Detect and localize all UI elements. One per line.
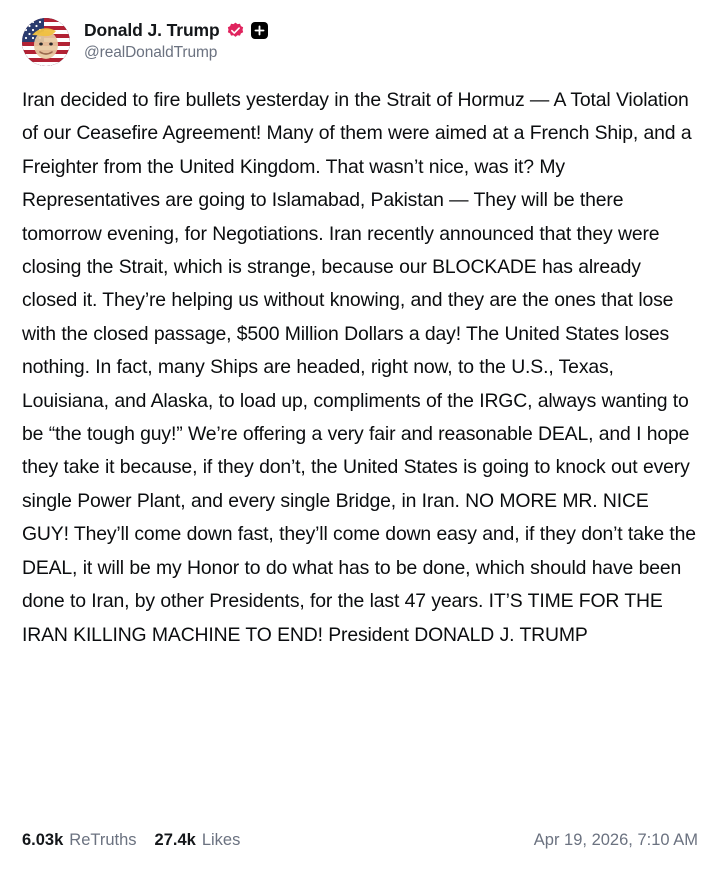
retruths-stat[interactable] <box>22 831 137 850</box>
post-footer <box>22 813 698 872</box>
author-name-line <box>84 20 268 41</box>
author-handle[interactable]: @realDonaldTrump <box>84 44 218 61</box>
post-stats <box>22 831 240 850</box>
post-timestamp: Apr 19, 2026, 7:10 AM <box>533 831 698 849</box>
likes-stat[interactable] <box>155 831 241 850</box>
post-header <box>22 18 698 72</box>
author-names <box>84 18 268 62</box>
retruths-label: ReTruths <box>69 831 137 849</box>
verified-check-icon <box>227 22 244 39</box>
likes-label: Likes <box>201 831 241 849</box>
plus-badge-icon <box>251 22 268 39</box>
avatar[interactable] <box>22 18 70 66</box>
retruths-count: 6.03k <box>22 831 64 849</box>
post-body-text: Iran decided to fire bullets yesterday in the Strait of Hormuz — A Total Violation of our Ceasefire Agreement! Many of them were aimed at a French Ship, and a Freighter from the United Kingdom. That wasn’t nice, was it? My Representatives are going to Islamabad, Pakistan — They will be there tomorrow evening, for Negotiations. Iran recently announced that they were closing the Strait, which is strange, because our BLOCKADE has already closed it. They’re helping us without knowing, and they are the ones that lose with the closed passage, $500 Million Dollars a day! The United States loses nothing. In fact, many Ships are headed, right now, to the U.S., Texas, Louisiana, and Alaska, to load up, compliments of the IRGC, always wanting to be “the tough guy!” We’re offering a very fair and reasonable DEAL, and I hope they take it because, if they don’t, the United States is going to knock out every single Power Plant, and every single Bridge, in Iran. NO MORE MR. NICE GUY! They’ll come down fast, they’ll come down easy and, if they don’t take the DEAL, it will be my Honor to do what has to be done, which should have been done to Iran, by other Presidents, for the last 47 years. IT’S TIME FOR THE IRAN KILLING MACHINE TO END! President DONALD J. TRUMP <box>22 89 696 646</box>
likes-count: 27.4k <box>154 831 196 849</box>
author-display-name[interactable]: Donald J. Trump <box>84 20 220 40</box>
